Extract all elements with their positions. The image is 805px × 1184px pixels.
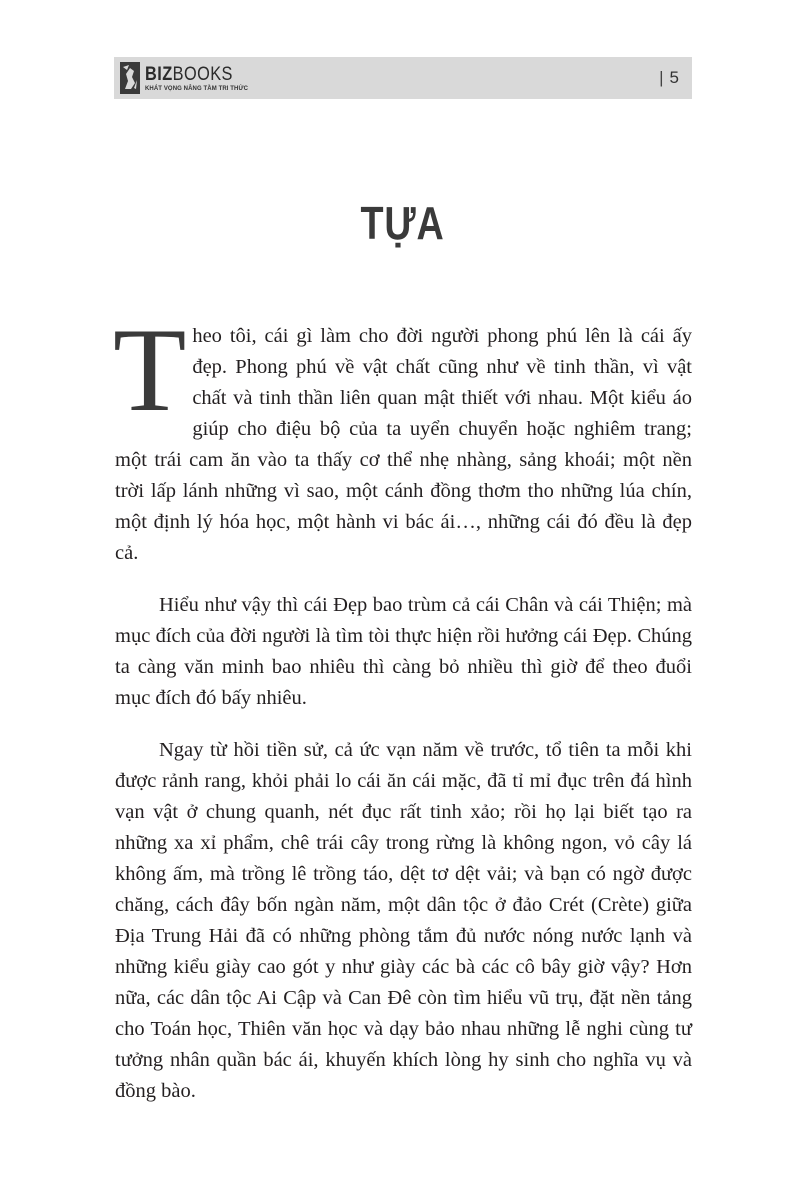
body-text [113, 303, 692, 1107]
publisher-name: BIZBOOKS [145, 63, 233, 85]
publisher-logo [120, 62, 248, 94]
paragraph-1-text: heo tôi, cái gì làm cho đời người phong phú lên là cái ấy đẹp. Phong phú về vật chất cũng như về tinh thần, vì vật chất và tinh thần liên quan mật thiết với nhau. Một kiểu áo giúp cho điệu bộ của ta uyển chuyển hoặc nghiêm trang; một trái cam ăn vào ta thấy cơ thể nhẹ nhàng, sảng khoái; một nền trời lấp lánh những vì sao, một cánh đồng thơm tho những lúa chín, một định lý hóa học, một hành vi bác ái…, những cái đó đều là đẹp cả. [115, 325, 692, 564]
page-number [659, 68, 679, 88]
drop-cap: T [113, 303, 187, 436]
running-header [114, 57, 692, 99]
paragraph-1 [113, 303, 692, 569]
paragraph-2: Hiểu như vậy thì cái Đẹp bao trùm cả cái Chân và cái Thiện; mà mục đích của đời người là tìm tòi thực hiện rồi hưởng cái Đẹp. Chúng ta càng văn minh bao nhiêu thì càng bỏ nhiều thì giờ để theo đuổi mục đích đó bấy nhiêu. [115, 594, 692, 709]
paragraph-3: Ngay từ hồi tiền sử, cả ức vạn năm về trước, tổ tiên ta mỗi khi được rảnh rang, khỏi phải lo cái ăn cái mặc, đã tỉ mỉ đục trên đá hình vạn vật ở chung quanh, nét đục rất tinh xảo; rồi họ lại biết tạo ra những xa xỉ phẩm, chê trái cây trong rừng là không ngon, vỏ cây lá không ấm, mà trồng lê trồng táo, dệt tơ dệt vải; và bạn có ngờ được chăng, cách đây bốn ngàn năm, một dân tộc ở đảo Crét (Crète) giữa Địa Trung Hải đã có những phòng tắm đủ nước nóng nước lạnh và những kiểu giày cao gót y như giày các bà các cô bây giờ vậy? Hơn nữa, các dân tộc Ai Cập và Can Đê còn tìm hiểu vũ trụ, đặt nền tảng cho Toán học, Thiên văn học và dạy bảo nhau những lễ nghi cùng tư tưởng nhân quần bác ái, khuyến khích lòng hy sinh cho nghĩa vụ và đồng bào. [115, 739, 692, 1102]
publisher-tagline: KHÁT VỌNG NÂNG TẦM TRI THỨC [145, 85, 249, 92]
page-number-separator: | [659, 68, 664, 87]
bizbooks-logo-icon [120, 62, 140, 94]
chapter-title: TỰA [360, 197, 445, 249]
page-number-value: 5 [669, 68, 679, 87]
